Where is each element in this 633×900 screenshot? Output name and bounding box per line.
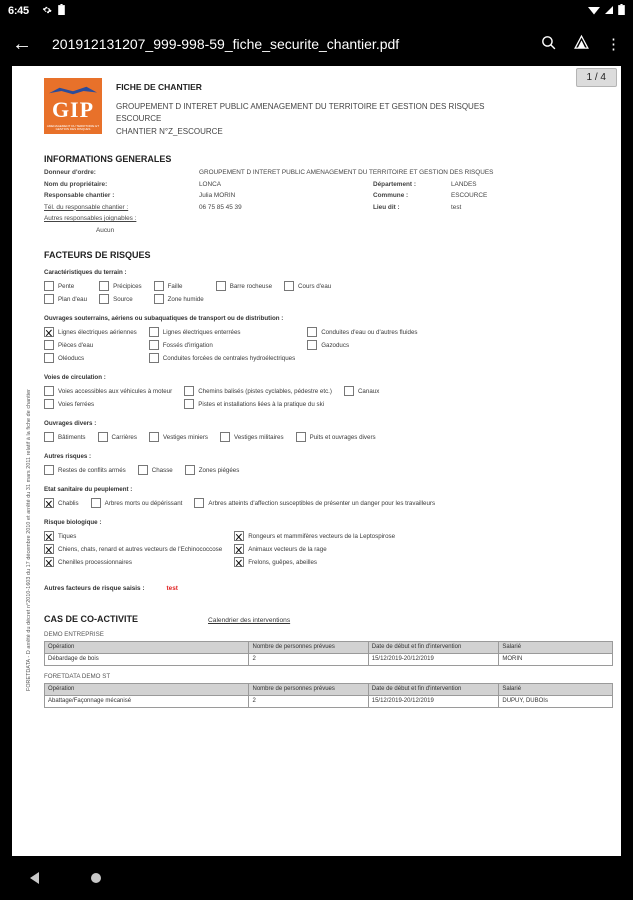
checkbox-icon[interactable] <box>44 386 54 396</box>
risk-column <box>149 431 208 444</box>
risk-checkbox-item[interactable] <box>185 464 240 477</box>
risk-checkbox-item[interactable] <box>344 385 379 398</box>
table-cell: Débardage de bois <box>45 653 249 665</box>
risk-column <box>98 431 137 444</box>
risk-column <box>307 326 417 352</box>
risk-checkbox-label: Lignes électriques enterrées <box>162 328 241 336</box>
search-icon[interactable] <box>540 34 557 55</box>
risk-checkbox-item[interactable] <box>307 326 417 339</box>
table-row <box>45 695 613 707</box>
checkbox-icon[interactable] <box>91 498 101 508</box>
pdf-page <box>12 66 621 856</box>
checkbox-icon[interactable] <box>154 294 164 304</box>
risk-checkbox-label: Plan d'eau <box>58 295 88 303</box>
risk-checkbox-item[interactable] <box>98 431 137 444</box>
risk-checkbox-label: Chablis <box>58 499 79 507</box>
risk-group-label: Ouvrages divers : <box>44 419 97 427</box>
header-text-block <box>116 78 485 138</box>
risk-checkbox-label: Puits et ouvrages divers <box>309 433 376 441</box>
checkbox-checked-icon[interactable] <box>44 544 54 554</box>
status-bar-left <box>8 4 65 18</box>
section-cas-de-co-activite: CAS DE CO-ACTIVITE <box>44 613 139 624</box>
risk-groups-container <box>44 269 613 569</box>
risk-checkbox-item[interactable] <box>149 352 295 365</box>
document-content <box>44 74 613 708</box>
value-responsable: Julia MORIN <box>199 192 236 200</box>
risk-checkbox-item[interactable] <box>44 339 137 352</box>
risk-checkbox-label: Gazoducs <box>321 341 350 349</box>
risk-checkbox-item[interactable] <box>99 293 142 306</box>
risk-column <box>138 464 173 477</box>
risk-checkbox-label: Animaux vecteurs de la rage <box>248 545 327 553</box>
risk-checkbox-label: Chemins balisés (pistes cyclables, pédestre etc.) <box>198 387 332 395</box>
app-bar <box>0 22 633 66</box>
table-column-header: Salarié <box>499 641 613 653</box>
table-header-row <box>45 683 613 695</box>
risk-checkbox-label: Chasse <box>151 466 173 474</box>
risk-checkbox-label: Barre rocheuse <box>229 282 273 290</box>
risk-column <box>184 385 332 411</box>
back-arrow-icon[interactable]: ← <box>12 32 32 55</box>
risk-checkbox-label: Voies accessibles aux véhicules à moteur <box>58 387 173 395</box>
checkbox-icon[interactable] <box>284 281 294 291</box>
autres-facteurs-value: test <box>166 584 178 592</box>
android-nav-bar <box>0 856 633 900</box>
info-row-responsable <box>44 192 613 199</box>
risk-checkbox-item[interactable] <box>44 556 222 569</box>
info-row-donneur <box>44 169 613 176</box>
table-row <box>45 653 613 665</box>
label-tel: Tél. du responsable chantier : <box>44 203 129 211</box>
risk-checkbox-label: Voies ferrées <box>58 400 95 408</box>
pdf-viewer[interactable] <box>0 66 633 856</box>
checkbox-checked-icon[interactable] <box>44 498 54 508</box>
value-donneur: GROUPEMENT D INTERET PUBLIC AMENAGEMENT DU TERRITOIRE ET GESTION DES RISQUES <box>199 169 494 177</box>
checkbox-icon[interactable] <box>44 281 54 291</box>
risk-checkbox-label: Conduites forcées de centrales hydroélectriques <box>162 354 296 362</box>
document-title: 201912131207_999-998-59_fiche_securite_chantier.pdf <box>52 36 400 52</box>
risk-checkbox-label: Carrières <box>111 433 137 441</box>
info-right-lieudit <box>373 204 613 211</box>
risk-checkbox-item[interactable] <box>138 464 173 477</box>
checkbox-icon[interactable] <box>185 465 195 475</box>
checkbox-icon[interactable] <box>149 327 159 337</box>
table-cell: Abattage/Façonnage mécanisé <box>45 695 249 707</box>
risk-checkbox-label: Chiens, chats, renard et autres vecteurs de l'Echinococcose <box>58 545 223 553</box>
risk-checkbox-label: Zones piégées <box>198 466 240 474</box>
page-indicator-badge: 1 / 4 <box>576 68 617 87</box>
app-bar-actions <box>540 34 621 55</box>
risk-checkbox-item[interactable] <box>220 431 284 444</box>
checkbox-icon[interactable] <box>154 281 164 291</box>
risk-checkbox-label: Vestiges militaires <box>234 433 284 441</box>
document-header <box>44 78 613 138</box>
risk-checkbox-item[interactable] <box>234 556 395 569</box>
checkbox-icon[interactable] <box>99 294 109 304</box>
risk-checkbox-label: Restes de conflits armés <box>58 466 126 474</box>
status-bar <box>0 0 633 22</box>
risk-checkbox-item[interactable] <box>216 280 272 293</box>
checkbox-checked-icon[interactable] <box>234 531 244 541</box>
risk-checkbox-item[interactable] <box>44 398 172 411</box>
company-name: FORETDATA DEMO ST <box>44 672 111 680</box>
risk-checkbox-label: Vestiges miniers <box>162 433 209 441</box>
risk-checkbox-item[interactable] <box>44 385 172 398</box>
risk-group-row <box>44 431 613 444</box>
gear-icon <box>42 5 52 18</box>
coactivity-table <box>44 641 613 666</box>
risk-checkbox-label: Fossés d'irrigation <box>162 341 213 349</box>
risk-column <box>344 385 379 398</box>
nav-back-icon[interactable] <box>30 872 39 884</box>
risk-checkbox-item[interactable] <box>44 530 222 543</box>
risk-checkbox-label: Bâtiments <box>58 433 86 441</box>
risk-checkbox-label: Source <box>113 295 133 303</box>
checkbox-icon[interactable] <box>44 353 54 363</box>
checkbox-checked-icon[interactable] <box>44 557 54 567</box>
risk-group-label: Ouvrages souterrains, aériens ou subaquatiques de transport ou de distribution : <box>44 314 284 322</box>
logo-subtext: AMENAGEMENT DU TERRITOIRE ET GESTION DES RISQUES <box>46 123 100 132</box>
checkbox-icon[interactable] <box>44 399 54 409</box>
risk-checkbox-item[interactable] <box>154 280 204 293</box>
risk-checkbox-label: Conduites d'eau ou d'autres fluides <box>321 328 418 336</box>
risk-group-row <box>44 497 613 510</box>
risk-checkbox-label: Frelons, guêpes, abeilles <box>248 558 318 566</box>
table-column-header: Nombre de personnes prévues <box>249 683 368 695</box>
risk-checkbox-label: Cours d'eau <box>298 282 332 290</box>
info-row-autres-responsables <box>44 215 613 222</box>
risk-checkbox-label: Canaux <box>357 387 380 395</box>
gip-logo <box>44 78 102 134</box>
label-donneur: Donneur d'ordre: <box>44 169 96 177</box>
label-responsable: Responsable chantier : <box>44 192 115 200</box>
checkbox-icon[interactable] <box>44 294 54 304</box>
coactivity-table <box>44 683 613 708</box>
table-cell: 15/12/2019-20/12/2019 <box>368 653 499 665</box>
label-commune: Commune : <box>373 192 409 200</box>
value-departement: LANDES <box>451 180 477 188</box>
risk-checkbox-item[interactable] <box>44 352 137 365</box>
value-tel: 06 75 85 45 39 <box>199 203 242 211</box>
risk-checkbox-item[interactable] <box>234 543 395 556</box>
risk-checkbox-label: Pièces d'eau <box>58 341 94 349</box>
table-column-header: Nombre de personnes prévues <box>249 641 368 653</box>
risk-group-label: Caractéristiques du terrain : <box>44 268 127 276</box>
checkbox-icon[interactable] <box>184 386 194 396</box>
risk-group-label: Autres risques : <box>44 452 92 460</box>
risk-checkbox-item[interactable] <box>307 339 417 352</box>
risk-checkbox-item[interactable] <box>44 280 87 293</box>
risk-column <box>194 497 435 510</box>
risk-checkbox-item[interactable] <box>284 280 331 293</box>
risk-column <box>44 530 222 569</box>
risk-column <box>99 280 142 306</box>
label-proprietaire: Nom du propriétaire: <box>44 180 108 188</box>
header-chantier: CHANTIER N°Z_ESCOURCE <box>116 126 223 136</box>
risk-checkbox-item[interactable] <box>194 497 435 510</box>
risk-column <box>216 280 272 293</box>
risk-checkbox-label: Faille <box>167 282 183 290</box>
risk-checkbox-item[interactable] <box>184 398 332 411</box>
status-clock: 6:45 <box>8 5 29 17</box>
risk-checkbox-item[interactable] <box>91 497 183 510</box>
risk-checkbox-label: Pistes et installations liées à la pratique du ski <box>198 400 325 408</box>
table-column-header: Date de début et fin d'intervention <box>368 641 499 653</box>
checkbox-icon[interactable] <box>149 432 159 442</box>
table-column-header: Date de début et fin d'intervention <box>368 683 499 695</box>
vertical-legal-note: FORETDATA - D arrêté du décret n°2010-1603 du 17 décembre 2010 et arrêté du 31 mars 2011 relatif à la fiche de chantier <box>26 389 32 691</box>
table-column-header: Opération <box>45 683 249 695</box>
coactivity-header <box>44 614 613 624</box>
more-options-icon[interactable]: ⋮ <box>606 36 621 53</box>
signal-icon <box>604 5 614 18</box>
risk-checkbox-item[interactable] <box>44 326 137 339</box>
risk-column <box>149 326 295 365</box>
risk-checkbox-item[interactable] <box>154 293 204 306</box>
risk-group-row <box>44 464 613 477</box>
nav-home-icon[interactable] <box>91 873 101 883</box>
info-right-commune <box>373 192 613 199</box>
value-commune: ESCOURCE <box>451 192 488 200</box>
fiche-title: FICHE DE CHANTIER <box>116 82 202 92</box>
table-cell: MORIN <box>499 653 613 665</box>
info-right-departement <box>373 181 613 188</box>
table-cell: 2 <box>249 653 368 665</box>
risk-group-label: Risque biologique : <box>44 518 102 526</box>
logo-text: GIP <box>51 97 95 122</box>
risk-checkbox-item[interactable] <box>184 385 332 398</box>
risk-checkbox-item[interactable] <box>149 339 295 352</box>
risk-checkbox-item[interactable] <box>44 497 79 510</box>
checkbox-icon[interactable] <box>307 340 317 350</box>
checkbox-checked-icon[interactable] <box>234 557 244 567</box>
info-row-tel <box>44 204 613 211</box>
label-departement: Département : <box>373 180 416 188</box>
autres-facteurs-label: Autres facteurs de risque saisis : <box>44 584 145 592</box>
autres-facteurs-row <box>44 585 613 592</box>
checkbox-icon[interactable] <box>44 432 54 442</box>
risk-group-label: Etat sanitaire du peuplement : <box>44 485 133 493</box>
checkbox-icon[interactable] <box>149 340 159 350</box>
risk-column <box>220 431 284 444</box>
risk-group-row <box>44 385 613 411</box>
risk-column <box>234 530 395 569</box>
info-row-proprietaire <box>44 181 613 188</box>
value-proprietaire: LONCA <box>199 180 222 188</box>
checkbox-icon[interactable] <box>99 281 109 291</box>
risk-column <box>44 431 86 444</box>
checkbox-icon[interactable] <box>296 432 306 442</box>
checkbox-icon[interactable] <box>307 327 317 337</box>
company-name: DEMO ENTREPRISE <box>44 630 104 638</box>
battery-saver-icon <box>58 4 65 18</box>
annotate-icon[interactable] <box>573 34 590 55</box>
checkbox-icon[interactable] <box>216 281 226 291</box>
status-bar-right <box>588 4 625 18</box>
risk-checkbox-item[interactable] <box>99 280 142 293</box>
risk-checkbox-label: Tiques <box>58 532 77 540</box>
battery-icon <box>618 4 625 18</box>
coactivity-blocks <box>44 631 613 708</box>
risk-checkbox-item[interactable] <box>44 431 86 444</box>
checkbox-checked-icon[interactable] <box>234 544 244 554</box>
risk-checkbox-label: Précipices <box>113 282 142 290</box>
checkbox-icon[interactable] <box>44 340 54 350</box>
table-column-header: Salarié <box>499 683 613 695</box>
risk-checkbox-label: Oléoducs <box>58 354 85 362</box>
risk-checkbox-label: Chenilles processionnaires <box>58 558 132 566</box>
risk-checkbox-label: Zone humide <box>167 295 204 303</box>
value-lieudit: test <box>451 203 462 211</box>
risk-checkbox-item[interactable] <box>44 464 126 477</box>
wifi-icon <box>588 5 600 18</box>
checkbox-checked-icon[interactable] <box>44 531 54 541</box>
checkbox-checked-icon[interactable] <box>44 327 54 337</box>
risk-column <box>44 497 79 510</box>
org-name: GROUPEMENT D INTERET PUBLIC AMENAGEMENT DU TERRITOIRE ET GESTION DES RISQUES <box>116 102 485 111</box>
risk-column <box>44 326 137 365</box>
label-autres-responsables: Autres responsables joignables : <box>44 215 137 223</box>
risk-checkbox-label: Lignes électriques aériennes <box>58 328 137 336</box>
label-lieudit: Lieu dit : <box>373 203 400 211</box>
risk-checkbox-label: Rongeurs et mammifères vecteurs de la Leptospirose <box>248 532 396 540</box>
informations-generales-block <box>44 169 613 234</box>
table-cell: DUPUY, DUBOIs <box>499 695 613 707</box>
checkbox-icon[interactable] <box>220 432 230 442</box>
table-cell: 2 <box>249 695 368 707</box>
table-cell: 15/12/2019-20/12/2019 <box>368 695 499 707</box>
checkbox-icon[interactable] <box>138 465 148 475</box>
risk-column <box>91 497 183 510</box>
risk-group-row <box>44 530 613 569</box>
risk-checkbox-item[interactable] <box>296 431 376 444</box>
risk-column <box>296 431 376 444</box>
calendar-link[interactable]: Calendrier des interventions <box>208 616 291 624</box>
risk-group-row <box>44 280 613 306</box>
risk-checkbox-item[interactable] <box>44 543 222 556</box>
checkbox-icon[interactable] <box>44 465 54 475</box>
risk-column <box>185 464 240 477</box>
value-autres-responsables: Aucun <box>96 226 115 234</box>
table-column-header: Opération <box>45 641 249 653</box>
checkbox-icon[interactable] <box>184 399 194 409</box>
risk-checkbox-label: Pente <box>58 282 75 290</box>
risk-column <box>44 464 126 477</box>
checkbox-icon[interactable] <box>149 353 159 363</box>
risk-group-row <box>44 326 613 365</box>
risk-checkbox-item[interactable] <box>149 326 295 339</box>
checkbox-icon[interactable] <box>194 498 204 508</box>
risk-checkbox-label: Arbres atteints d'affection susceptibles de présenter un danger pour les travailleurs <box>208 499 436 507</box>
checkbox-icon[interactable] <box>344 386 354 396</box>
header-commune: ESCOURCE <box>116 114 162 124</box>
table-header-row <box>45 641 613 653</box>
risk-checkbox-item[interactable] <box>44 293 87 306</box>
risk-column <box>44 280 87 306</box>
risk-group-label: Voies de circulation : <box>44 373 106 381</box>
section-informations-generales: INFORMATIONS GENERALES <box>44 154 172 165</box>
risk-checkbox-label: Arbres morts ou dépérissant <box>104 499 183 507</box>
risk-column <box>154 280 204 306</box>
checkbox-icon[interactable] <box>98 432 108 442</box>
risk-column <box>44 385 172 411</box>
section-facteurs-de-risques: FACTEURS DE RISQUES <box>44 249 151 260</box>
risk-checkbox-item[interactable] <box>149 431 208 444</box>
risk-checkbox-item[interactable] <box>234 530 395 543</box>
risk-column <box>284 280 331 293</box>
